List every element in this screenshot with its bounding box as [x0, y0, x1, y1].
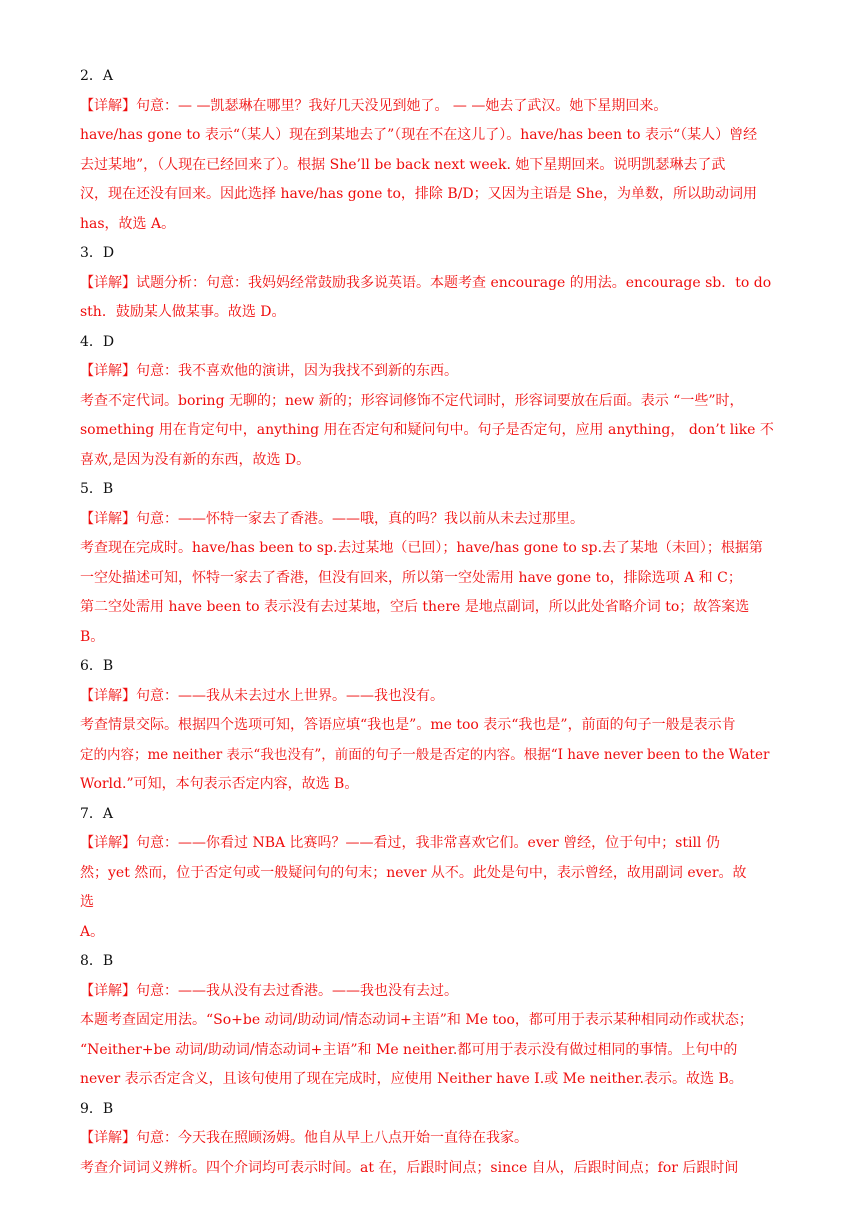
answer-item [80, 800, 780, 948]
answer-item [80, 1095, 780, 1184]
answer-number: 3．D [80, 245, 115, 261]
explanation-line: 【详解】句意：——怀特一家去了香港。——哦，真的吗？我以前从未去过那里。 [80, 510, 584, 527]
explanation-line: 本题考查固定用法。“So+be 动词/助动词/情态动词+主语”和 Me too，都可用于表示某种相同动作或状态； [80, 1012, 753, 1028]
explanation-line: has，故选 A。 [80, 215, 176, 232]
explanation-line: 一空处描述可知，怀特一家去了香港，但没有回来，所以第一空处需用 have gone to，排除选项 A 和 C； [80, 569, 742, 586]
answer-number: 6．B [80, 658, 114, 674]
answer-number: 2．A [80, 68, 114, 84]
explanation-line: 【详解】句意：我不喜欢他的演讲，因为我找不到新的东西。 [80, 363, 458, 379]
answer-number: 5．B [80, 481, 114, 497]
explanation-line: 【详解】句意：— —凯瑟琳在哪里？我好几天没见到她了。 — —她去了武汉。她下星期回来。 [80, 97, 668, 114]
explanation-line: 【详解】句意：——我从没有去过香港。——我也没有去过。 [80, 982, 458, 999]
explanation-line: 考查介词词义辨析。四个介词均可表示时间。at 在，后跟时间点；since 自从，后跟时间点；for 后跟时间 [80, 1159, 739, 1176]
answer-item [80, 947, 780, 1095]
explanation-line: something 用在肯定句中，anything 用在否定句和疑问句中。句子是否定句，应用 anything， don’t like 不 [80, 422, 774, 438]
explanation-line: 选 [80, 894, 94, 910]
explanation-line: 【详解】句意：——你看过 NBA 比赛吗？——看过，我非常喜欢它们。ever 曾经，位于句中；still 仍 [80, 835, 720, 851]
explanation-line: “Neither+be 动词/助动词/情态动词+主语”和 Me neither.都可用于表示没有做过相同的事情。上句中的 [80, 1041, 738, 1058]
explanation-line: World.”可知，本句表示否定内容，故选 B。 [80, 776, 359, 792]
explanation-line: A。 [80, 923, 105, 940]
answer-item [80, 652, 780, 800]
explanation-line: 然；yet 然而，位于否定句或一般疑问句的句末；never 从不。此处是句中，表示曾经，故用副词 ever。故 [80, 864, 747, 881]
answer-explanations [80, 62, 780, 1183]
answer-number: 4．D [80, 333, 115, 350]
explanation-line: 【详解】试题分析：句意：我妈妈经常鼓励我多说英语。本题考查 encourage 的用法。encourage sb．to do [80, 274, 772, 291]
explanation-line: 喜欢,是因为没有新的东西，故选 D。 [80, 451, 311, 468]
explanation-line: 去过某地”，（人现在已经回来了）。根据 She’ll be back next week. 她下星期回来。说明凯瑟琳去了武 [80, 156, 726, 173]
explanation-line: have/has gone to 表示“（某人）现在到某地去了”（现在不在这儿了）。have/has been to 表示“（某人）曾经 [80, 127, 758, 143]
answer-item [80, 328, 780, 476]
answer-number: 8．B [80, 953, 114, 969]
explanation-line: 考查现在完成时。have/has been to sp.去过某地（已回）；have/has gone to sp.去了某地（未回）；根据第 [80, 540, 763, 556]
explanation-line: never 表示否定含义，且该句使用了现在完成时，应使用 Neither have I.或 Me neither.表示。故选 B。 [80, 1071, 743, 1087]
explanation-line: 第二空处需用 have been to 表示没有去过某地，空后 there 是地点副词，所以此处省略介词 to；故答案选 [80, 599, 750, 615]
explanation-line: 【详解】句意：今天我在照顾汤姆。他自从早上八点开始一直待在我家。 [80, 1130, 528, 1146]
answer-item [80, 62, 780, 239]
explanation-line: sth．鼓励某人做某事。故选 D。 [80, 304, 286, 320]
explanation-line: 考查不定代词。boring 无聊的；new 新的；形容词修饰不定代词时，形容词要放在后面。表示 “一些”时， [80, 392, 744, 409]
explanation-line: B。 [80, 628, 105, 645]
answer-number: 9．B [80, 1100, 114, 1117]
explanation-line: 定的内容；me neither 表示“我也没有”，前面的句子一般是否定的内容。根据“I have never been to the Water [80, 746, 770, 763]
explanation-line: 考查情景交际。根据四个选项可知，答语应填“我也是”。me too 表示“我也是”，前面的句子一般是表示肯 [80, 717, 736, 733]
answer-item [80, 475, 780, 652]
explanation-line: 汉，现在还没有回来。因此选择 have/has gone to，排除 B/D；又因为主语是 She，为单数，所以助动词用 [80, 186, 757, 202]
answer-item [80, 239, 780, 328]
answer-number: 7．A [80, 805, 114, 822]
explanation-line: 【详解】句意：——我从未去过水上世界。——我也没有。 [80, 687, 444, 704]
